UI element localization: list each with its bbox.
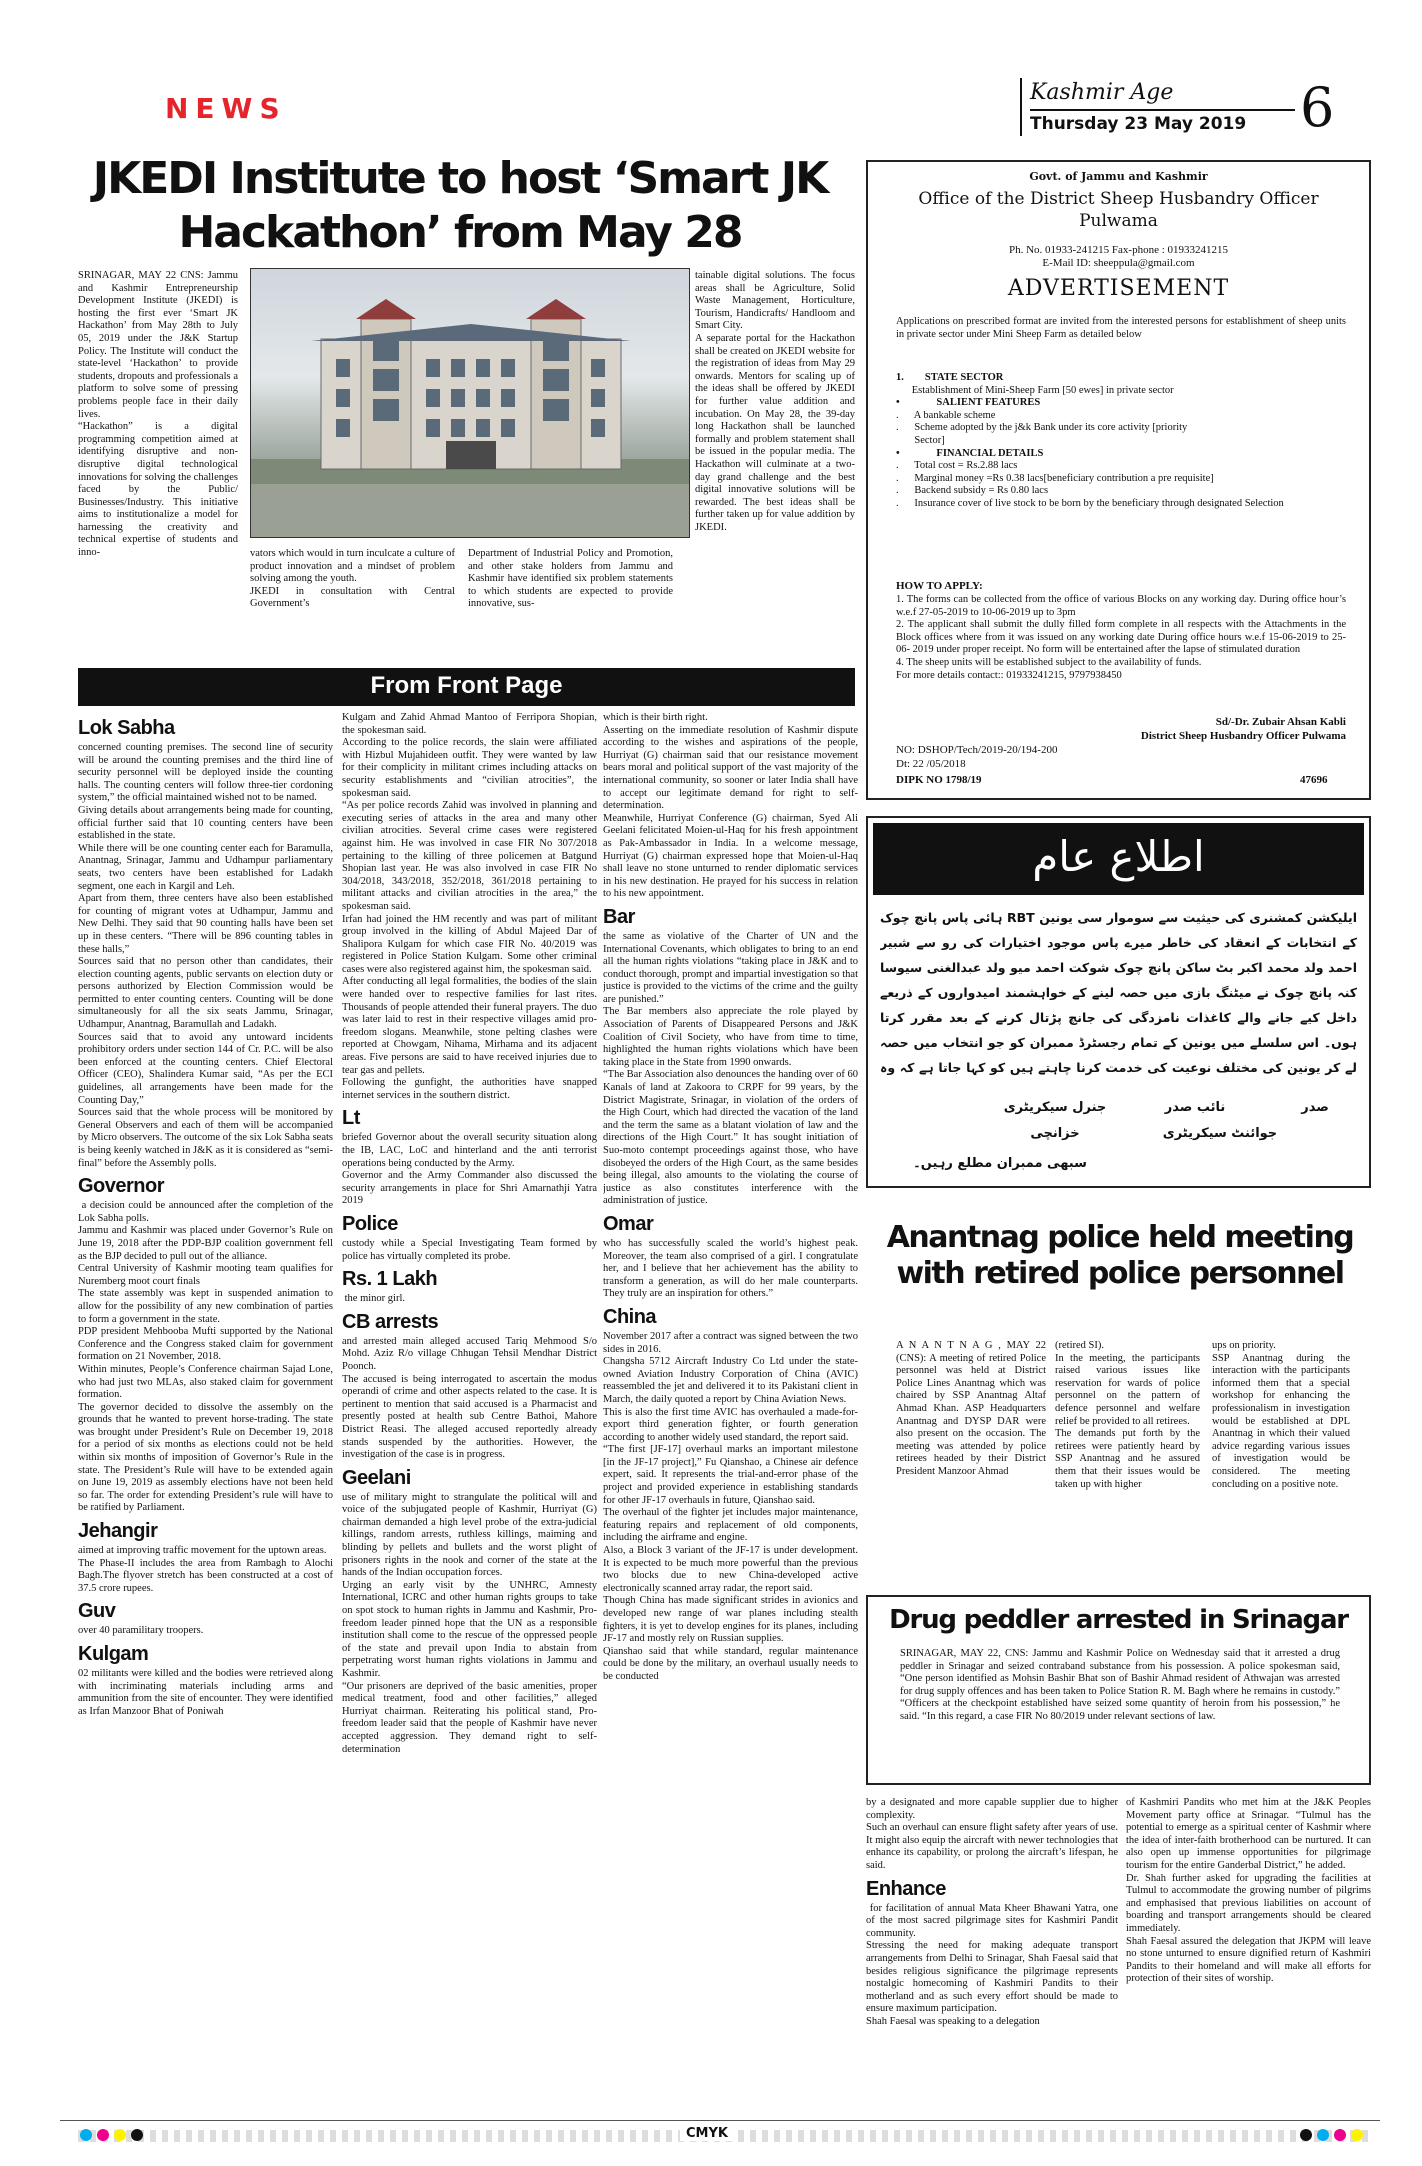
anantnag-headline: Anantnag police held meeting with retired police personnel <box>886 1220 1354 1291</box>
yellow-dot-icon <box>1351 2129 1363 2141</box>
section-heading: Enhance <box>866 1877 946 1900</box>
advert-designation: District Sheep Husbandry Officer Pulwama <box>1140 730 1346 742</box>
section-body: use of military might to strangulate the political will and voice of the subjugated people of Kashmir, Hurriyat (G) chairman demanded a high level probe of the extra-judicial killings, random arrests, ruthless killings, maiming and blinding by pellets and bullets and the worst plight of prisoners rights in the nook and corner of the state at the hands of the Indian occupation forces. Urging an early visit by the UNHRC, Amnesty International, ICRC and other human rights groups to take on spot stock to human rights in Jammu and Kashmir, Pro-freedom leader pinned hope that the UN as a responsible institution shall come to the rescue of the oppressed people of the state and prevail upon India to abstain from perpetrating worst human rights violations in Jammu and Kashmir. “Our prisoners are deprived of the basic amenities, proper medical treatment, food and other facilities,” alleged Hurriyat chairman. Reiterating his political stand, Pro-freedom leader said that the people of Kashmir have never accepted aggression. They demand right to self-determination <box>342 1491 597 1755</box>
section-body: Kulgam and Zahid Ahmad Mantoo of Ferripora Shopian, the spokesman said. According to the police records, the slain were affiliated with Hizbul Mujahideen outfit. They were wanted by law for their complicity in militant crimes including attacks on security establishments and “civilian atrocities”, the spokesman said. “As per police records Zahid was involved in planning and executing series of attacks in the area and many other civilian atrocities. Several crime cases were registered against him. He was involved in case FIR No 307/2018 pertaining to the killing of three policemen at Batgund Shopian last year. He was also involved in case FIR No 304/2018, 343/2018, 352/2018, 361/2018 pertaining to militant attacks and civilian atrocities in the area,” the spokesman said. Irfan had joined the HM recently and was part of militant group involved in the killing of Abdul Majeed Dar of Shalipora Kulgam for which case FIR No. 40/2019 was registered in Police Station Kulgam. Some other criminal cases were also registered against him, the spokesman said. After conducting all legal formalities, the bodies of the slain were handed over to respective families for last rites. Thousands of people attended their funeral prayers. The duo was later laid to rest in their respective villages amid pro-freedom slogans. Meanwhile, stone pelting clashes were reported at Chowgam, Nihama, Mirhama and its adjacent areas. Five persons are said to have received injuries due to tear gas and pellets. Following the gunfight, the authorities have snapped internet services in the southern district. <box>342 712 597 1101</box>
section-body: by a designated and more capable supplier due to higher complexity. Such an overhaul can ensure flight safety after years of use. It might also equip the aircraft with newer technologies that enhance its capability, or prolong the aircraft’s lifespan, he said. <box>866 1797 1118 1871</box>
page-number: 6 <box>1300 76 1335 139</box>
advert-signatory: Sd/-Dr. Zubair Ahsan Kabli <box>1215 716 1346 728</box>
black-dot-icon <box>131 2129 143 2141</box>
lead-col-1 <box>78 270 238 670</box>
magenta-dot-icon <box>97 2129 109 2141</box>
registration-dots-right <box>1300 2126 1363 2145</box>
section-heading: Geelani <box>342 1466 411 1489</box>
advert-line: Sector] <box>896 434 945 446</box>
urdu-notice-body: ایلیکشن کمشنری کی حیثیت سے سوموار سی یونین RBT ہائی پاس پانچ چوک کے انتخابات کے انعقاد کی خاطر میرے پاس موجود اختیارات کی رو سے شبیر احمد ولد محمد اکبر بٹ ساکن پانچ چوک شوکت احمد میو ولد عبدالغنی سیوسا کنہ پانچ چوک نے میٹنگ بازی میں حصہ لینے کے خواہشمند امیدواروں کے ذریعے داخل کیے جانے والے کاغذات نامزدگی کی جانچ پڑتال کرنے کے بعد مقرر کرتا ہوں۔ اس سلسلے میں یونین کے تمام رجسٹرڈ ممبران کو جو انتخاب میں حصہ لے کر یونین کی مختلف نوعیت کی خدمت کرنا چاہتے ہیں کو کہا جاتا ہے کہ وہ <box>880 910 1357 1075</box>
section-body: and arrested main alleged accused Tariq Mehmood S/o Mohd. Aziz R/o village Chhugan Tehsil Mendhar District Poonch. The accused is being interrogated to ascertain the modus operandi of crime and other aspects related to the case. It is pertinent to mention that said accused is a Pharmacist and presently posted at health sub Centre Bathoi, Mahore District Reasi. The alleged accused reportedly already stands suspended by the authorities. However, the investigation of the case is in progress. <box>342 1335 597 1461</box>
anantnag-col-3-text: ups on priority. SSP Anantnag during the interaction with the participants informed them that a special workshop for enhancing the professionalism in investigation would be established at DPL Anantnag in which their valued advice regarding various issues of investigation would be considered. The meeting concluding on a positive note. <box>1212 1340 1350 1490</box>
section-body: custody while a Special Investigating Team formed by police has virtually completed its probe. <box>342 1237 597 1262</box>
section-heading: Guv <box>78 1600 116 1623</box>
advert-line: • SALIENT FEATURES <box>896 397 1041 409</box>
advert-line: 1. STATE SECTOR <box>896 372 1004 383</box>
advert-lines <box>896 372 1346 542</box>
section-heading: Kulgam <box>78 1643 149 1665</box>
black-dot-icon <box>1300 2129 1312 2141</box>
cyan-dot-icon <box>1317 2129 1329 2141</box>
advert-howto <box>896 594 1346 712</box>
advert-dipk: DIPK NO 1798/19 <box>896 774 982 786</box>
front-page-col-5 <box>1126 1797 1371 2117</box>
front-page-banner-label: From Front Page <box>370 672 563 699</box>
section-body: the minor girl. <box>342 1293 405 1305</box>
lead-col-3-text: Department of Industrial Policy and Promotion, and other stake holders from Jammu and Kashmir have identified six problem statements to which students are expected to provide innovative, sus- <box>468 548 673 610</box>
lead-photo <box>250 268 690 538</box>
advert-office: Office of the District Sheep Husbandry Officer Pulwama <box>918 189 1319 231</box>
section-heading: Rs. 1 Lakh <box>342 1268 438 1291</box>
section-body: of Kashmiri Pandits who met him at the J&K Peoples Movement party office at Srinagar. “Tulmul has the potential to emerge as a spiritual center of Kashmir where the idea of inter-faith brotherhood can be nurtured. It can also open up immense opportunities for pilgrimage tourism for the entire Ganderbal District,” he added. Dr. Shah further asked for upgrading the facilities at Tulmul to accommodate the growing number of pilgrims and emphasised that previous liabilities on account of boarding and transport arrangements should be cleared immediately. Shah Faesal assured the delegation that JKPM will leave no stone unturned to ensure dignified return of Kashmiri Pandits to their homeland and will make all efforts for protection of their sites of worship. <box>1126 1797 1371 1985</box>
section-body: aimed at improving traffic movement for the uptown areas. The Phase-II includes the area from Rambagh to Alochi Bagh.The flyover stretch has been constructed at a cost of 37.5 crore rupees. <box>78 1545 333 1594</box>
magenta-dot-icon <box>1334 2129 1346 2141</box>
advert-line: . A bankable scheme <box>896 409 996 421</box>
advert-dt: Dt: 22 /05/2018 <box>896 758 966 770</box>
section-body: 02 militants were killed and the bodies were retrieved along with incriminating materials including arms and ammunition from the site of encounter. They were identified as Irfan Manzoor Bhat of Poniwah <box>78 1668 333 1717</box>
lead-col-4 <box>695 270 855 670</box>
advert-line: . Backend subsidy = Rs 0.80 lacs <box>896 485 1049 497</box>
anantnag-col-2-text: (retired SI). In the meeting, the participants raised various issues like reservation for wards of police personnel on the pattern of defence personnel and welfare relief be provided to all retirees. The demands put forth by the retirees were patiently heard by SSP Anantnag and he assured them that their issues would be taken up with higher <box>1055 1340 1200 1490</box>
lead-col-2 <box>250 548 455 668</box>
advert-line: Establishment of Mini-Sheep Farm [50 ewes] in private sector <box>896 384 1174 396</box>
section-heading: Governor <box>78 1175 165 1198</box>
cmyk-label: CMYK <box>680 2126 734 2141</box>
section-body: which is their birth right. Asserting on the immediate resolution of Kashmir dispute according to the wishes and aspirations of the people, Hurriyat (G) chairman said that our resistance movement bears moral and political support of the vast majority of the international community, so sooner or later India shall have to accept our legitimate demand for right to self-determination. Meanwhile, Hurriyat Conference (G) chairman, Syed Ali Geelani felicitated Moien-ul-Haq for his fresh appointment as Pak-Ambassador in India. In a welcome message, Hurriyat (G) chairman expressed hope that Moien-ul-Haq shall leave no stone unturned to render diplomatic services in his new destination. He prayed for his success in relation to his new appointment. <box>603 712 858 900</box>
advert-intro-text: Applications on prescribed format are invited from the interested persons for establishment of sheep units in private sector under Mini Sheep Farm as detailed below <box>896 316 1346 340</box>
advert-title: ADVERTISEMENT <box>1007 276 1230 301</box>
masthead-divider <box>1020 78 1022 136</box>
section-body: briefed Governor about the overall security situation along the IB, LAC, LoC and hinterland and the anti terrorist operations being conducted by the Army. Governor and the Army Commander also discussed the security arrangements in place for Shri Amarnathji Yatra 2019 <box>342 1132 597 1207</box>
registration-dots-left <box>80 2126 143 2145</box>
paper-name: Kashmir Age <box>1030 80 1174 105</box>
urdu-sig-2: نائب صدر <box>1164 1100 1226 1115</box>
advert-line: . Scheme adopted by the j&k Bank under its core activity [priority <box>896 422 1188 434</box>
front-page-col-2 <box>342 712 597 2117</box>
section-heading: Police <box>342 1212 398 1235</box>
urdu-sig-4: جوائنٹ سیکریٹری <box>1162 1126 1278 1141</box>
advert-howto-title: HOW TO APPLY: <box>896 580 983 592</box>
advert-line: . Marginal money =Rs 0.38 lacs[beneficiary contribution a pre requisite] <box>896 472 1214 484</box>
lead-col-3 <box>468 548 673 668</box>
advert-line: . Total cost = Rs.2.88 lacs <box>896 460 1018 472</box>
section-heading: China <box>603 1305 657 1328</box>
urdu-sig-3: جنرل سیکریٹری <box>1003 1100 1107 1115</box>
cyan-dot-icon <box>80 2129 92 2141</box>
anantnag-col-1 <box>896 1340 1046 1580</box>
advert-no: NO: DSHOP/Tech/2019-20/194-200 <box>896 744 1058 756</box>
section-body: for facilitation of annual Mata Kheer Bhawani Yatra, one of the most sacred pilgrimage sites for Kashmiri Pandit community. Stressing the need for making adequate transport arrangements from Delhi to Srinagar, Shah Faesal said that besides religious significance the pilgrimage represents nostalgic homecoming of Kashmiri Pandits to their motherland and as such every effort should be made to ensure maximum participation. Shah Faesal was speaking to a delegation <box>866 1902 1118 2027</box>
section-body: November 2017 after a contract was signed between the two sides in 2016. Changsha 5712 Aircraft Industry Co Ltd under the state-owned Aviation Industry Corporation of China (AVIC) reassembled the jet and delivered it to its Pakistani client in March, the daily quoted a report by China Aviation News. This is also the first time AVIC has overhauled a made-for-export third generation fighter, or fourth generation according to another widely used standard, the report said. “The first [JF-17] overhaul marks an important milestone [in the JF-17 project],” Fu Qianshao, a Chinese air defence expert, said. It represents the trial-and-error phase of the project and provided experience in establishing standards for other JF-17 overhauls in future, Qianshao said. The overhaul of the fighter jet includes major maintenance, featuring repairs and replacement of old components, including the airframe and engine. Also, a Block 3 variant of the JF-17 is under development. It is expected to be much more powerful than the previous two blocks due to new China-developed active electronically scanned array radar, the report said. Though China has made significant strides in avionics and developed new range of war planes including stealth fighters, it is yet to develop engines for its planes, including JF-17 and mostly rely on Russian supplies. Qianshao said that while standard, regular maintenance could be done by the military, an overhaul usually needs to be conducted <box>603 1330 858 1682</box>
urdu-notice-title: اطلاع عام <box>1032 832 1205 881</box>
anantnag-col-1-text: A N A N T N A G , MAY 22 (CNS): A meeting of retired Police personnel was held at District Police Lines Anantnag which was chaired by SSP Anantnag Altaf Ahmad Khan. ASP Headquarters Anantnag and DYSP DAR were also present on the occasion. The meeting was attended by police retirees headed by their District President Manzoor Ahmad <box>896 1340 1046 1477</box>
advert-email: E-Mail ID: sheeppula@gmail.com <box>1042 257 1195 269</box>
jkedi-building-image <box>251 269 690 538</box>
section-body: over 40 paramilitary troopers. <box>78 1625 204 1637</box>
issue-date: Thursday 23 May 2019 <box>1030 114 1247 134</box>
section-heading: Lt <box>342 1107 360 1130</box>
section-heading: CB arrests <box>342 1310 439 1333</box>
lead-headline: JKEDI Institute to host ‘Smart JK Hackathon’ from May 28 <box>92 153 828 258</box>
front-page-col-3 <box>603 712 858 2117</box>
advert-govt: Govt. of Jammu and Kashmir <box>1029 170 1208 183</box>
section-heading: Bar <box>603 905 635 928</box>
section-heading: Jehangir <box>78 1520 158 1543</box>
masthead-rule <box>1030 109 1295 111</box>
section-heading: Omar <box>603 1212 654 1235</box>
yellow-dot-icon <box>114 2129 126 2141</box>
section-heading: Lok Sabha <box>78 717 175 739</box>
lead-col-2-text: vators which would in turn inculcate a culture of product innovation and a mindset of problem solving among the youth. JKEDI in consultation with Central Government’s <box>250 548 455 610</box>
front-page-col-1 <box>78 712 333 2117</box>
advert-code: 47696 <box>1300 774 1328 786</box>
lead-col-4-text: tainable digital solutions. The focus areas shall be Agriculture, Solid Waste Management, Horticulture, Tourism, Handicrafts/ Handloom and Smart City. A separate portal for the Hackathon shall be created on JKEDI website for the registration of ideas from May 29 onwards. Mentors for scaling up of the ideas shall be offered by JKEDI for further value addition and incubation. On May 28, the 39-day long Hackathon shall be launched formally and problem statement shall be issued in the popular media. The Hackathon will culminate at a two-day grand challenge and the best digital innovative solutions will be rewarded. The best ideas shall be further taken up for value addition by JKEDI. <box>695 270 855 533</box>
urdu-sig-6: سبھی ممبران مطلع رہیں۔ <box>913 1156 1087 1171</box>
front-page-col-4 <box>866 1797 1118 2117</box>
lead-col-1-text: SRINAGAR, MAY 22 CNS: Jammu and Kashmir Entrepreneurship Development Institute (JKEDI) is hosting the first ever ‘Smart JK Hackathon’ from May 28th to July 05, 2019 under the J&K Startup Policy. The Institute will conduct the state-level ‘Hackathon’ to provide students, dropouts and professionals a platform to solve some of pressing problems people face in their daily lives. “Hackathon” is a digital programming competition aimed at identifying disruptive and non-disruptive digital technological innovations for solving the challenges faced by the Public/ Businesses/Industry. This initiative aims to institutionalize a model for harnessing the creativity and technical expertise of students and inno- <box>78 270 238 559</box>
section-body: the same as violative of the Charter of UN and the International Covenants, which obligates to bring to an end all the human rights violations “taking place in J&K and to conduct thorough, prompt and impartial investigation so that justice is provided to the victims of the crime and the guilty are punished.” The Bar members also appreciate the role played by Association of Parents of Disappeared Persons and J&K Coalition of Civil Society, who have from time to time, highlighted the human rights violations which have been taking place in the State from 1990 onwards. “The Bar Association also denounces the handing over of 60 Kanals of land at Zakoora to CRPF for 99 years, by the District Magistrate, Srinagar, in violation of the orders of the High Court, which had directed the vacation of the land and the term the same as a blatant violation of law and the directions of the High Court.” It has sought initiation of Suo-moto contempt proceedings against those, who have disobeyed the orders of the High Court, as the same besides being illegal, also amounts to the violating the course of justice as also constitutes interference with the administration of justice. <box>603 930 858 1207</box>
section-label: NEWS <box>165 92 287 125</box>
drug-body <box>900 1648 1340 1778</box>
advert-intro <box>896 316 1346 356</box>
section-body: concerned counting premises. The second line of security will be around the counting premises and the third line of security personnel will be deployed inside the counting halls. The counting centers will follow three-tier cordoning system,” the official maintained wished not to be named. Giving details about arrangements being made for counting, official further said that 10 counting centers have been established in the state. While there will be one counting center each for Baramulla, Anantnag, Srinagar, Jammu and Udhampur parliamentary seats, two centers have been established for Ladakh segment, one each in Kargil and Leh. Apart from them, three centers have also been established for counting of migrant votes at Udhampur, Jammu and New Delhi. They said that 90 counting halls have been set up in these centers. “There will be 896 counting tables in these halls,” Sources said that no person other than candidates, their election counting agents, public servants on election duty or persons authorized by Election Commission would be permitted to enter counting centers. Counting will be done simultaneously for all the six seats Jammu, Srinagar, Udhampur, Anantnag, Baramullah and Ladakh. Sources said that to avoid any untoward incidents prohibitory orders under section 144 of Cr. P.C. will be also been enforced at the counting centers. Chief Electoral Officer (CEO), Shalindera Kumar said, “As per the ECI guidelines, all arrangements have been made for the Counting Day,” Sources said that the whole process will be monitored by General Observers and each of them will be accompanied by Micro observers. The outcome of the six Lok Sabha seats is being keenly watched in J&K as it is considered as “semi-final” before the Assembly polls. <box>78 742 333 1169</box>
drug-body-text: SRINAGAR, MAY 22, CNS: Jammu and Kashmir Police on Wednesday said that it arrested a drug peddler in Srinagar and seized contraband substance from his possession. A police spokesman said, “One person identified as Mohsin Bashir Bhat son of Bashir Ahmad resident of Athwajan was arrested for drug supply offences and has been taken to Police Station R. M. Bagh where he remains in custody.” “Officers at the checkpoint established have seized some quantity of heroin from his possession,” he said. “In this regard, a case FIR No 80/2019 under relevant sections of law. <box>900 1648 1340 1722</box>
urdu-sig-5: خزانچی <box>1030 1126 1080 1141</box>
advert-howto-text: 1. The forms can be collected from the office of various Blocks on any working day. During office hour’s w.e.f 27-05-2019 to 10-06-2019 up to 3pm 2. The applicant shall submit the dully filled form complete in all respects with the Attachments in the Block offices where from it was issued on any working date During office hours w.e.f 15-06-2019 to 25-06- 2019 under proper receipt. No form will be entertained after the lapse of stimulated duration 4. The sheep units will be established subject to the availability of funds. For more details contact:: 01933241215, 9797938450 <box>896 594 1346 681</box>
anantnag-col-2 <box>1055 1340 1200 1580</box>
advert-line: • FINANCIAL DETAILS <box>896 447 1044 459</box>
anantnag-col-3 <box>1212 1340 1350 1580</box>
footer-rule <box>60 2120 1380 2121</box>
section-body: who has successfully scaled the world’s highest peak. Moreover, the team also comprised of a girl. I congratulate her, and I believe that her achievement has the ability to transform a generation, as will do her male counterparts. They truly are an inspiration for others.” <box>603 1237 858 1300</box>
drug-headline: Drug peddler arrested in Srinagar <box>889 1605 1348 1635</box>
advert-line: . Insurance cover of live stock to be born by the beneficiary through designated Selection <box>896 497 1284 509</box>
section-body: a decision could be announced after the completion of the Lok Sabha polls. Jammu and Kashmir was placed under Governor’s Rule on June 19, 2018 after the PDP-BJP coalition government fell as the BJP decided to pull out of the alliance. Central University of Kashmir mooting team qualifies for Nuremberg moot court finals The state assembly was kept in suspended animation to allow for the possibility of any new combination of parties to form a government in the state. PDP president Mehbooba Mufti supported by the National Conference and the Congress staked claim for government formation on 21 November, 2018. Within minutes, People’s Conference chairman Sajad Lone, who had just two MLAs, also staked claim for government formation. The governor decided to dissolve the assembly on the grounds that he wanted to prevent horse-trading. The state was brought under President’s Rule on December 19, 2018 for a period of six months as elections could not be held within six months of imposition of Governor’s Rule in the state. The President’s Rule will have to be extended again on June 19, 2019 as assembly elections have not been held so far. The order for extending President’s rule will have to be ratified by Parliament. <box>78 1200 333 1514</box>
advert-phone: Ph. No. 01933-241215 Fax-phone : 01933241215 <box>1008 244 1229 256</box>
urdu-sig-1: صدر <box>1301 1100 1329 1115</box>
